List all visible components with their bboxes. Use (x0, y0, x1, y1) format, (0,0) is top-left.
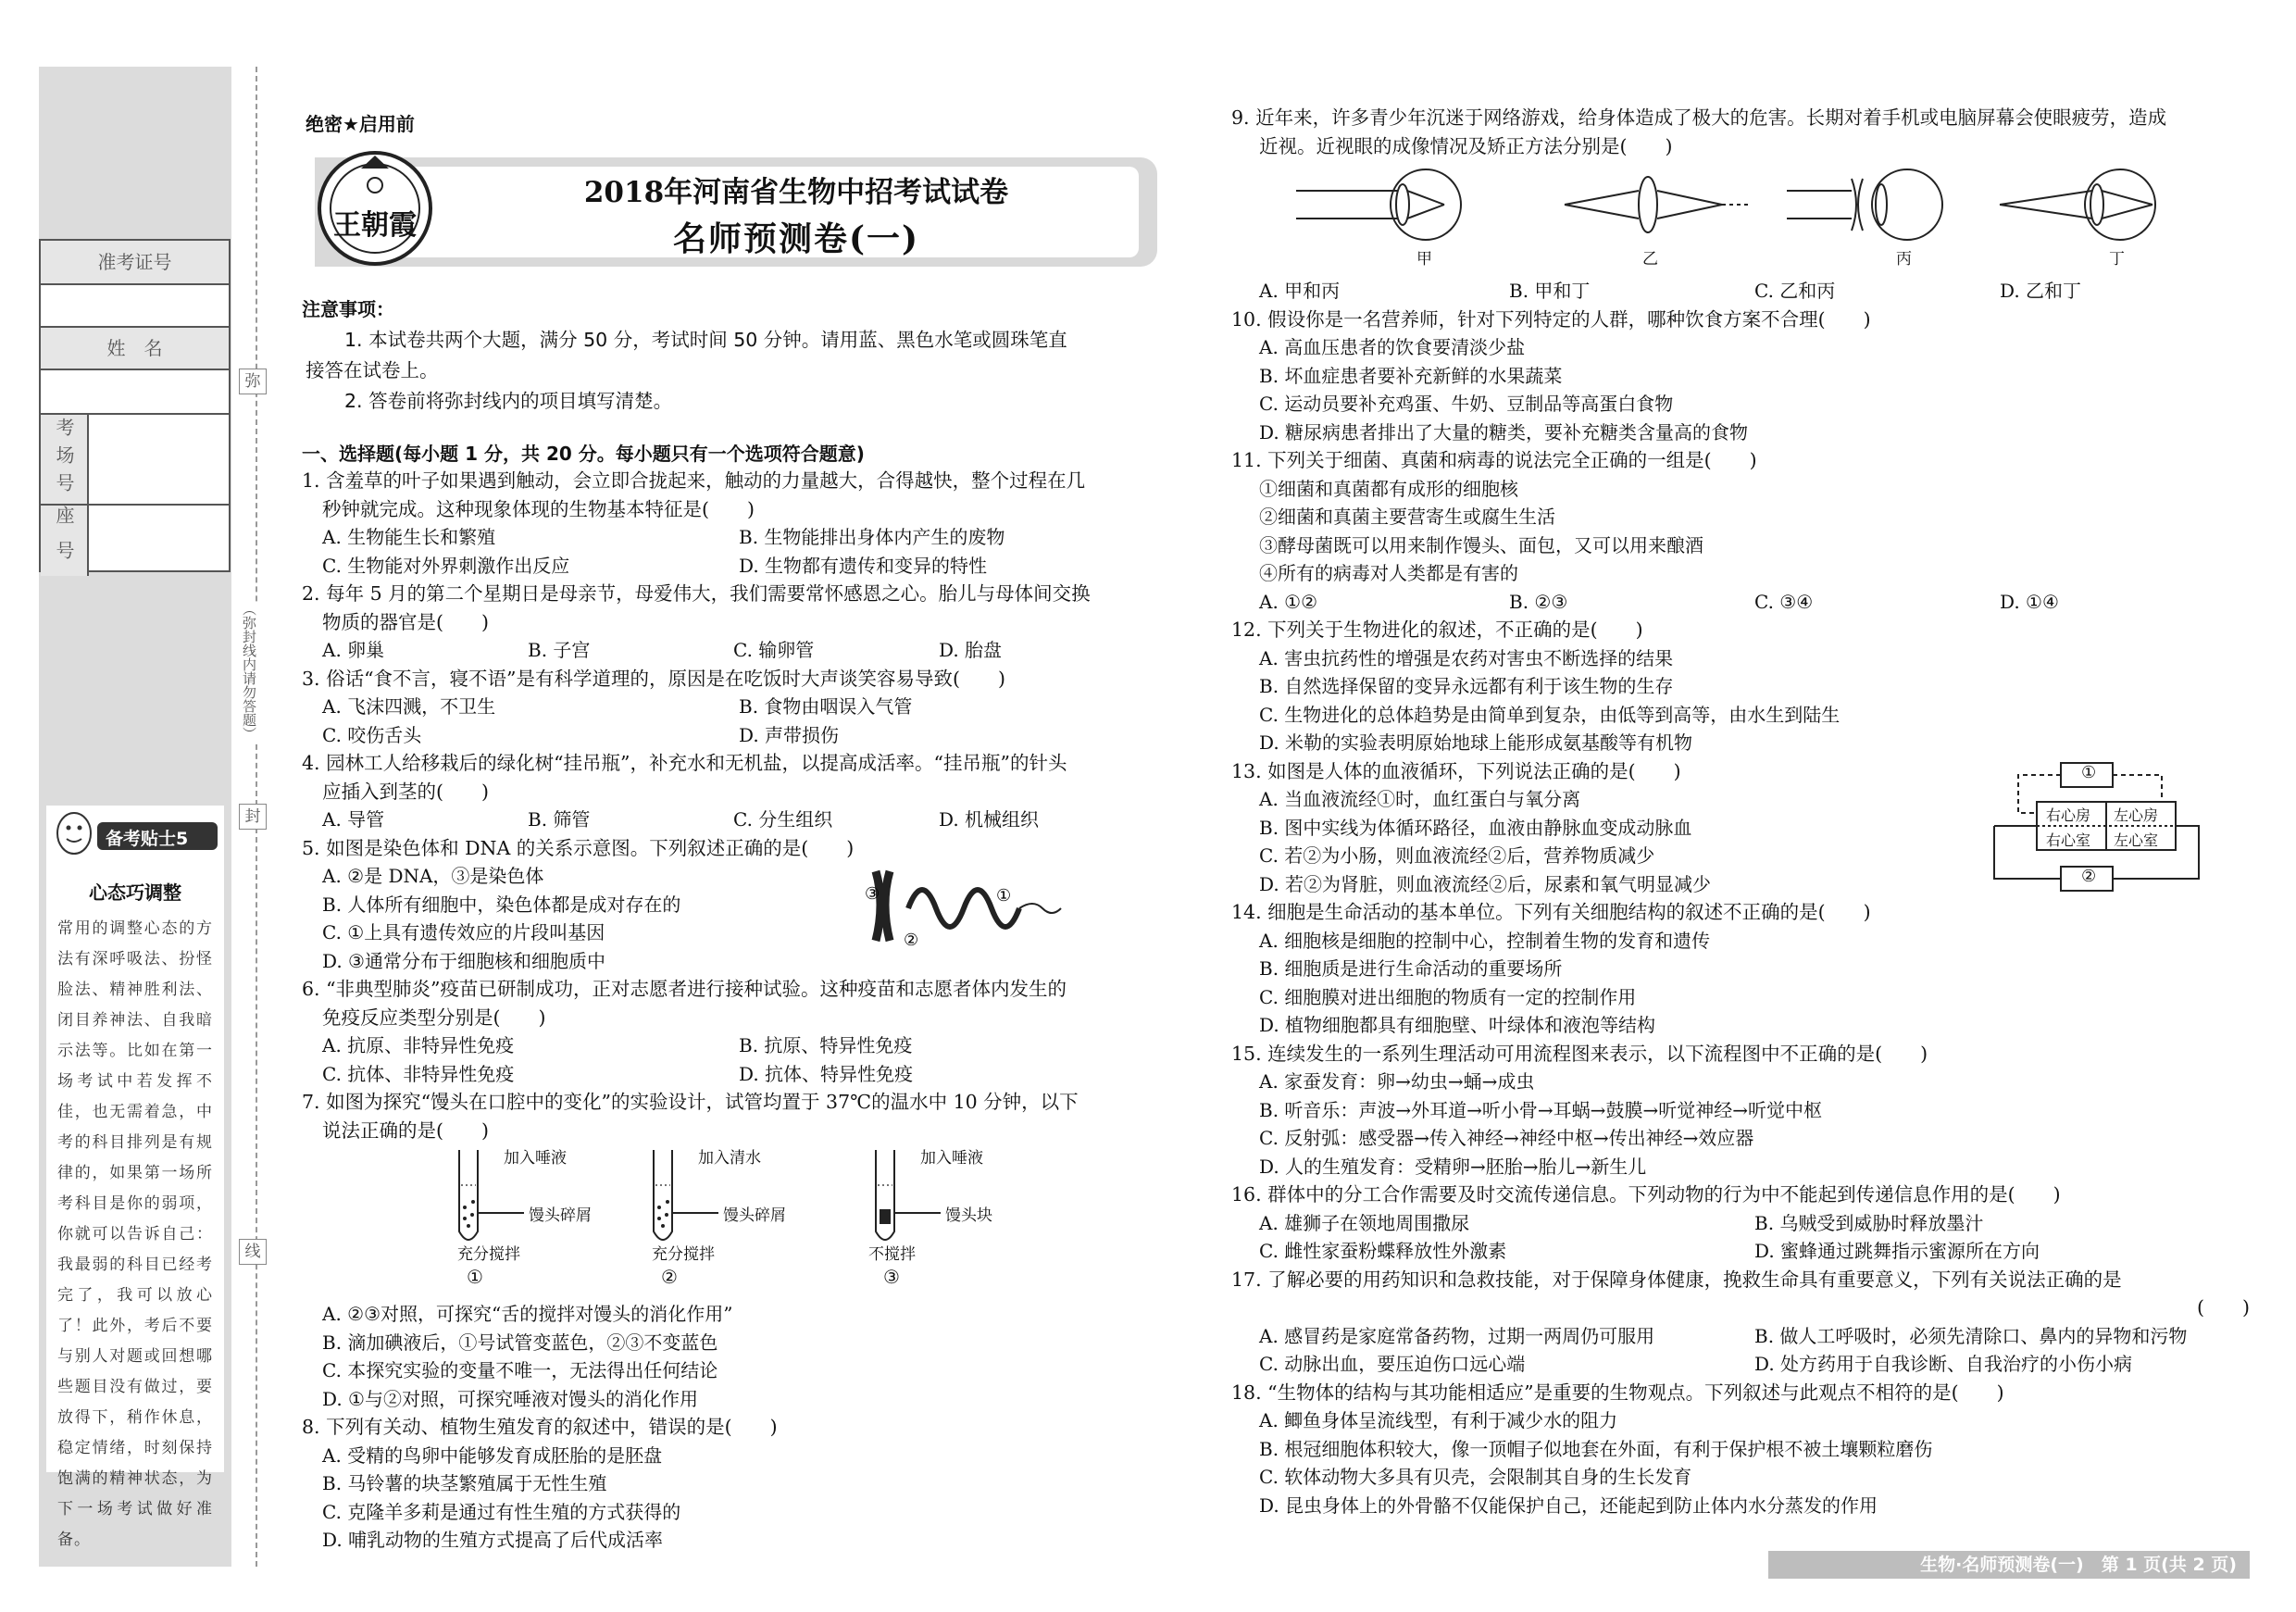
circulation-lines (1990, 757, 2203, 896)
tube-2-top-label: 加入清水 (698, 1149, 761, 1168)
q1-option-d[interactable]: D. 生物都有遗传和变异的特性 (739, 554, 988, 577)
q12-option-b[interactable]: B. 自然选择保留的变异永远都有利于该生物的生存 (1259, 675, 1674, 697)
q1-option-b[interactable]: B. 生物能排出身体内产生的废物 (739, 526, 1005, 548)
q6-stem-cont: 免疫反应类型分别是( ) (322, 1006, 546, 1029)
tube-3-bottom-label: 不搅拌 (868, 1245, 916, 1264)
eye-diagrams (1231, 160, 2259, 277)
q1-option-a[interactable]: A. 生物能生长和繁殖 (322, 526, 496, 548)
q9-option-c[interactable]: C. 乙和丙 (1754, 280, 1836, 302)
svg-text:②: ② (904, 931, 919, 950)
q3-option-c[interactable]: C. 咬伤舌头 (322, 723, 422, 746)
q3-stem: 3. 俗话“食不言，寝不语”是有科学道理的，原因是在吃饭时大声谈笑容易导致( ) (302, 667, 1006, 690)
right-question-column (1231, 104, 2259, 1519)
q17-option-c[interactable]: C. 动脉出血，要压迫伤口远心端 (1259, 1353, 1526, 1375)
q11-statement-4: ④所有的病毒对人类都是有害的 (1259, 562, 1518, 584)
q18-option-d[interactable]: D. 昆虫身体上的外骨骼不仅能保护自己，还能起到防止体内水分蒸发的作用 (1259, 1493, 1878, 1517)
q9-stem-cont: 近视。近视眼的成像情况及矫正方法分别是( ) (1259, 134, 1673, 157)
q12-stem: 12. 下列关于生物进化的叙述，不正确的是( ) (1231, 619, 1643, 641)
q4-stem: 4. 园林工人给移栽后的绿化树“挂吊瓶”，补充水和无机盐，以提高成活率。“挂吊瓶”的针头 (302, 752, 1067, 774)
logo-text: 王朝霞 (333, 209, 417, 242)
q10-option-a[interactable]: A. 高血压患者的饮食要清淡少盐 (1259, 336, 1526, 358)
q11-option-a[interactable]: A. ①② (1259, 590, 1318, 613)
q5-option-c[interactable]: C. ①上具有遗传效应的片段叫基因 (322, 921, 605, 943)
tip-title: 心态巧调整 (89, 881, 181, 904)
q2-option-a[interactable]: A. 卵巢 (322, 639, 385, 661)
q10-stem: 10. 假设你是一名营养师，针对下列特定的人群，哪种饮食方案不合理( ) (1231, 307, 1871, 331)
name-label: 姓 名 (41, 328, 229, 370)
q7-option-b[interactable]: B. 滴加碘液后，①号试管变蓝色，②③不变蓝色 (322, 1331, 718, 1354)
q11-option-c[interactable]: C. ③④ (1754, 590, 1814, 613)
q4-option-d[interactable]: D. 机械组织 (939, 808, 1040, 831)
exam-room-label: 考场号 (41, 415, 89, 504)
tube-2-side-label: 馒头碎屑 (723, 1206, 786, 1225)
q3-option-a[interactable]: A. 飞沫四溅，不卫生 (322, 695, 496, 718)
q13-stem: 13. 如图是人体的血液循环，下列说法正确的是( ) (1231, 759, 1681, 782)
q6-option-d[interactable]: D. 抗体、特异性免疫 (739, 1062, 914, 1085)
q3-option-b[interactable]: B. 食物由咽误入气管 (739, 695, 913, 718)
seal-note: （弥封线内请勿答题） (233, 602, 259, 741)
seat-label: 座号 (41, 506, 89, 576)
tube-2-number: ② (661, 1266, 678, 1288)
q2-stem-cont: 物质的器官是( ) (322, 610, 489, 633)
q2-option-d[interactable]: D. 胎盘 (939, 639, 1003, 661)
circulation-node-2: ② (2081, 867, 2097, 886)
svg-text:①: ① (996, 886, 1012, 906)
seal-char-mi: 弥 (239, 369, 267, 394)
q12-option-d[interactable]: D. 米勒的实验表明原始地球上能形成氨基酸等有机物 (1259, 731, 1693, 754)
q13-option-c[interactable]: C. 若②为小肠，则血液流经②后，营养物质减少 (1259, 844, 1655, 867)
test-tube-diagram (302, 1144, 1154, 1300)
q7-option-d[interactable]: D. ①与②对照，可探究唾液对馒头的消化作用 (322, 1387, 698, 1410)
q1-stem-cont: 秒钟就完成。这种现象体现的生物基本特征是( ) (322, 497, 755, 520)
q12-option-c[interactable]: C. 生物进化的总体趋势是由简单到复杂，由低等到高等，由水生到陆生 (1259, 703, 1841, 726)
q5-option-a[interactable]: A. ②是 DNA，③是染色体 (322, 865, 544, 887)
note-2: 2. 答卷前将弥封线内的项目填写清楚。 (344, 390, 673, 412)
heart-right-ventricle: 右心室 (2046, 831, 2091, 849)
eye-label-jia: 甲 (1416, 250, 1432, 269)
q16-option-a[interactable]: A. 雄狮子在领地周围撒尿 (1259, 1211, 1470, 1234)
q14-option-d[interactable]: D. 植物细胞都具有细胞壁、叶绿体和液泡等结构 (1259, 1014, 1656, 1036)
q6-option-c[interactable]: C. 抗体、非特异性免疫 (322, 1062, 515, 1085)
q15-option-c[interactable]: C. 反射弧：感受器→传入神经→神经中枢→传出神经→效应器 (1259, 1127, 1754, 1149)
q14-option-c[interactable]: C. 细胞膜对进出细胞的物质有一定的控制作用 (1259, 985, 1637, 1008)
q13-option-d[interactable]: D. 若②为肾脏，则血液流经②后，尿素和氧气明显减少 (1259, 872, 1712, 895)
q6-option-b[interactable]: B. 抗原、特异性免疫 (739, 1034, 913, 1056)
q11-statement-3: ③酵母菌既可以用来制作馒头、面包，又可以用来酿酒 (1259, 533, 1703, 556)
q16-option-d[interactable]: D. 蜜蜂通过跳舞指示蜜源所在方向 (1754, 1240, 2040, 1262)
q18-option-b[interactable]: B. 根冠细胞体积较大，像一顶帽子似地套在外面，有利于保护根不被土壤颗粒磨伤 (1259, 1437, 1933, 1460)
q15-stem: 15. 连续发生的一系列生理活动可用流程图来表示，以下流程图中不正确的是( ) (1231, 1042, 1928, 1065)
heart-right-atrium: 右心房 (2046, 806, 2091, 824)
q6-stem: 6. “非典型肺炎”疫苗已研制成功，正对志愿者进行接种试验。这种疫苗和志愿者体内发生的 (302, 978, 1067, 1000)
secret-mark: 绝密★启用前 (306, 113, 415, 135)
eye-lens-icons (1259, 168, 2185, 245)
left-question-column (302, 467, 1154, 1555)
q17-option-a[interactable]: A. 感冒药是家庭常备药物，过期一两周仍可服用 (1259, 1324, 1655, 1347)
chromosome-dna-diagram (857, 862, 1070, 950)
q16-stem: 16. 群体中的分工合作需要及时交流传递信息。下列动物的行为中不能起到传递信息作用的是( ) (1231, 1183, 2061, 1206)
heart-left-atrium: 左心房 (2114, 806, 2159, 824)
tube-3-top-label: 加入唾液 (920, 1149, 983, 1168)
tip-badge (46, 806, 224, 861)
q10-option-d[interactable]: D. 糖尿病患者排出了大量的糖类，要补充糖类含量高的食物 (1259, 420, 1749, 444)
note-1: 1. 本试卷共两个大题，满分 50 分，考试时间 50 分钟。请用蓝、黑色水笔或圆珠笔直 (344, 329, 1067, 351)
q11-statement-1: ①细菌和真菌都有成形的细胞核 (1259, 477, 1518, 500)
q17-answer-paren: ( ) (2197, 1296, 2250, 1318)
paper-subtitle: 名师预测卷(一) (672, 219, 920, 258)
exam-number-label: 准考证号 (41, 241, 229, 285)
q15-option-b[interactable]: B. 听音乐：声波→外耳道→听小骨→耳蜗→鼓膜→听觉神经→听觉中枢 (1259, 1098, 1822, 1121)
q8-stem: 8. 下列有关动、植物生殖发育的叙述中，错误的是( ) (302, 1416, 778, 1438)
tube-3-side-label: 馒头块 (945, 1206, 992, 1225)
seal-char-feng: 封 (239, 804, 267, 830)
q4-stem-cont: 应插入到茎的( ) (322, 780, 489, 803)
q7-option-c[interactable]: C. 本探究实验的变量不唯一，无法得出任何结论 (322, 1359, 718, 1381)
tube-1-top-label: 加入唾液 (504, 1149, 567, 1168)
section-1-heading: 一、选择题(每小题 1 分，共 20 分。每小题只有一个选项符合题意) (302, 443, 865, 465)
q8-option-a[interactable]: A. 受精的鸟卵中能够发育成胚胎的是胚盘 (322, 1443, 663, 1467)
q5-stem: 5. 如图是染色体和 DNA 的关系示意图。下列叙述正确的是( ) (302, 836, 855, 859)
q18-option-a[interactable]: A. 鲫鱼身体呈流线型，有利于减少水的阻力 (1259, 1409, 1618, 1431)
q14-option-a[interactable]: A. 细胞核是细胞的控制中心，控制着生物的发育和遗传 (1259, 929, 1711, 952)
q8-option-b[interactable]: B. 马铃薯的块茎繁殖属于无性生殖 (322, 1472, 607, 1494)
circulation-node-1: ① (2081, 763, 2097, 782)
q2-stem: 2. 每年 5 月的第二个星期日是母亲节，母爱伟大，我们需要常怀感恩之心。胎儿与母体间交换 (302, 582, 1091, 605)
q18-option-c[interactable]: C. 软体动物大多具有贝壳，会限制其自身的生长发育 (1259, 1466, 1692, 1488)
exam-number-field[interactable] (41, 285, 229, 328)
q9-option-b[interactable]: B. 甲和丁 (1509, 280, 1591, 302)
q4-option-b[interactable]: B. 筛管 (528, 808, 591, 831)
seal-char-xian: 线 (239, 1239, 267, 1265)
exam-tip-box (46, 806, 224, 1549)
blood-circulation-diagram (1990, 757, 2203, 896)
tube-3-number: ③ (883, 1266, 900, 1288)
q17-stem: 17. 了解必要的用药知识和急救技能，对于保障身体健康，挽救生命具有重要意义，下列有关说法正确的是 (1231, 1268, 2122, 1291)
q10-option-c[interactable]: C. 运动员要补充鸡蛋、牛奶、豆制品等高蛋白食物 (1259, 393, 1674, 415)
q16-option-b[interactable]: B. 乌贼受到威胁时释放墨汁 (1754, 1211, 1984, 1234)
name-field[interactable] (41, 370, 229, 415)
q9-stem: 9. 近年来，许多青少年沉迷于网络游戏，给身体造成了极大的危害。长期对着手机或电脑屏幕会使眼疲劳，造成 (1231, 106, 2167, 129)
q16-option-c[interactable]: C. 雌性家蚕粉蝶释放性外激素 (1259, 1240, 1507, 1262)
eye-label-yi: 乙 (1642, 250, 1658, 269)
eye-label-bing: 丙 (1896, 250, 1912, 269)
q5-option-b[interactable]: B. 人体所有细胞中，染色体都是成对存在的 (322, 893, 681, 916)
q1-stem: 1. 含羞草的叶子如果遇到触动，会立即合拢起来，触动的力量越大，合得越快，整个过程在几 (302, 469, 1086, 492)
q18-stem: 18. “生物体的结构与其功能相适应”是重要的生物观点。下列叙述与此观点不相符的是( ) (1231, 1381, 2004, 1404)
q15-option-a[interactable]: A. 家蚕发育：卵→幼虫→蛹→成虫 (1259, 1070, 1535, 1093)
q12-option-a[interactable]: A. 害虫抗药性的增强是农药对害虫不断选择的结果 (1259, 646, 1674, 669)
q11-option-d[interactable]: D. ①④ (2000, 590, 2059, 613)
q17-option-b[interactable]: B. 做人工呼吸时，必须先清除口、鼻内的异物和污物 (1754, 1324, 2188, 1347)
q8-option-c[interactable]: C. 克隆羊多莉是通过有性生殖的方式获得的 (322, 1500, 681, 1523)
q5-option-d[interactable]: D. ③通常分布于细胞核和细胞质中 (322, 949, 605, 972)
q13-option-a[interactable]: A. 当血液流经①时，血红蛋白与氧分离 (1259, 788, 1581, 810)
q11-option-b[interactable]: B. ②③ (1509, 590, 1568, 613)
note-1-cont: 接答在试卷上。 (306, 359, 439, 381)
q13-option-b[interactable]: B. 图中实线为体循环路径，血液由静脉血变成动脉血 (1259, 816, 1692, 839)
notes-title: 注意事项： (302, 298, 394, 320)
page-footer: 生物·名师预测卷(一) 第 1 页(共 2 页) (1768, 1551, 2250, 1579)
tube-1-side-label: 馒头碎屑 (529, 1206, 592, 1225)
q3-option-d[interactable]: D. 声带损伤 (739, 723, 840, 746)
tip-badge-label: 备考贴士5 (106, 829, 189, 849)
q4-option-a[interactable]: A. 导管 (322, 808, 385, 831)
q6-option-a[interactable]: A. 抗原、非特异性免疫 (322, 1034, 515, 1056)
q11-statement-2: ②细菌和真菌主要营寄生或腐生生活 (1259, 506, 1555, 528)
q1-option-c[interactable]: C. 生物能对外界刺激作出反应 (322, 554, 570, 577)
seat-field[interactable] (89, 506, 229, 576)
q10-option-b[interactable]: B. 坏血症患者要补充新鲜的水果蔬菜 (1259, 364, 1563, 387)
q2-option-b[interactable]: B. 子宫 (528, 639, 591, 661)
q15-option-d[interactable]: D. 人的生殖发育：受精卵→胚胎→胎儿→新生儿 (1259, 1155, 1647, 1178)
q7-stem-cont: 说法正确的是( ) (322, 1118, 489, 1142)
q8-option-d[interactable]: D. 哺乳动物的生殖方式提高了后代成活率 (322, 1529, 664, 1551)
q11-stem: 11. 下列关于细菌、真菌和病毒的说法完全正确的一组是( ) (1231, 449, 1757, 471)
paper-title: 2018年河南省生物中招考试试卷 (583, 176, 1009, 209)
publisher-logo (315, 148, 435, 269)
q17-option-d[interactable]: D. 处方药用于自我诊断、自我治疗的小伤小病 (1754, 1353, 2133, 1375)
candidate-info-box (39, 239, 231, 576)
tube-1-bottom-label: 充分搅拌 (457, 1245, 520, 1264)
q14-stem: 14. 细胞是生命活动的基本单位。下列有关细胞结构的叙述不正确的是( ) (1231, 901, 1871, 923)
q9-option-d[interactable]: D. 乙和丁 (2000, 280, 2082, 302)
q9-option-a[interactable]: A. 甲和丙 (1259, 280, 1341, 302)
q4-option-c[interactable]: C. 分生组织 (733, 808, 833, 831)
eye-label-ding: 丁 (2109, 250, 2125, 269)
heart-left-ventricle: 左心室 (2114, 831, 2159, 849)
svg-text:③: ③ (865, 884, 880, 904)
tube-1-number: ① (467, 1266, 483, 1288)
tube-2-bottom-label: 充分搅拌 (652, 1245, 715, 1264)
tip-body: 常用的调整心态的方法有深呼吸法、扮怪脸法、精神胜利法、闭目养神法、自我暗示法等。比如在第一场考试中若发挥不佳，也无需着急，中考的科目排列是有规律的，如果第一场所考科目是你的弱项，你就可以告诉自己：我最弱的科目已经考完了，我可以放心了！此外，考后不要与别人对题或回想哪些题目没有做过，要放得下，稍作休息，稳定情绪，时刻保持饱满的精神状态，为下一场考试做好准备。 (57, 919, 213, 1549)
q7-option-a[interactable]: A. ②③对照，可探究“舌的搅拌对馒头的消化作用” (322, 1303, 733, 1325)
q7-stem: 7. 如图为探究“馒头在口腔中的变化”的实验设计，试管均置于 37℃的温水中 10 分钟，以下 (302, 1091, 1079, 1113)
q14-option-b[interactable]: B. 细胞质是进行生命活动的重要场所 (1259, 957, 1563, 980)
exam-room-field[interactable] (89, 415, 229, 504)
q2-option-c[interactable]: C. 输卵管 (733, 639, 815, 661)
